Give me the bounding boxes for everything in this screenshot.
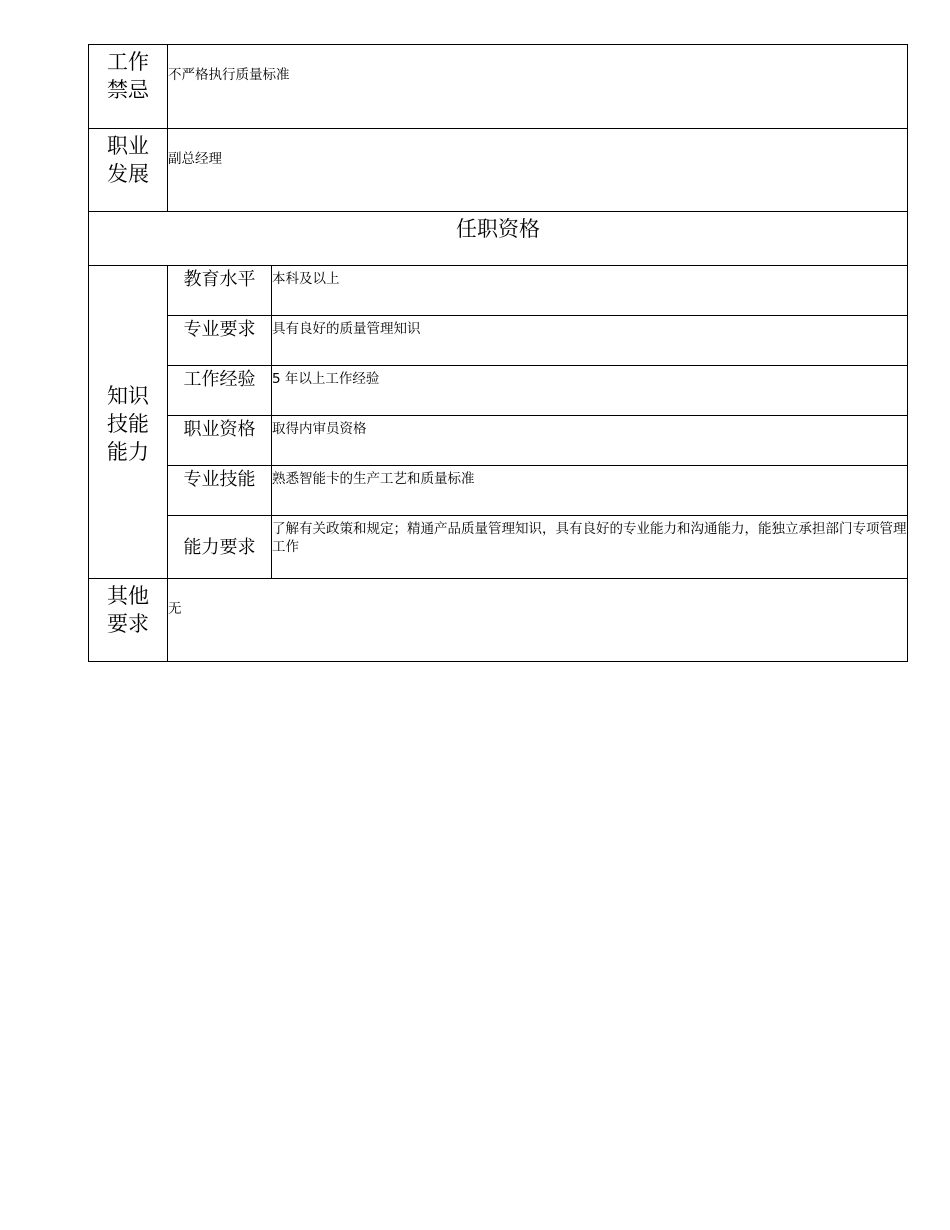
professional-qualification-value: 取得内审员资格 [272, 416, 908, 466]
qualification-row-certification [89, 416, 908, 466]
major-requirement-label: 专业要求 [168, 316, 272, 366]
professional-qualification-label: 职业资格 [168, 416, 272, 466]
ksa-label-line-2: 技能 [107, 411, 149, 436]
row-qualification-title [89, 212, 908, 266]
career-development-label-line-2: 发展 [107, 162, 149, 186]
ability-requirement-value: 了解有关政策和规定；精通产品质量管理知识，具有良好的专业能力和沟通能力，能独立承担部门专项管理工作 [272, 516, 908, 579]
job-description-table [88, 44, 908, 662]
career-development-label-line-1: 职业 [107, 134, 149, 158]
qualification-row-experience [89, 366, 908, 416]
ksa-label-line-3: 能力 [107, 439, 149, 464]
other-requirements-value: 无 [168, 579, 908, 662]
professional-skills-value: 熟悉智能卡的生产工艺和质量标准 [272, 466, 908, 516]
other-requirements-label-line-1: 其他 [107, 584, 149, 608]
row-work-taboo [89, 45, 908, 129]
knowledge-skill-ability-label [89, 266, 168, 579]
career-development-label [89, 129, 168, 212]
other-requirements-label-line-2: 要求 [107, 612, 149, 636]
professional-skills-label: 专业技能 [168, 466, 272, 516]
career-development-value: 副总经理 [168, 129, 908, 212]
work-taboo-label-line-2: 禁忌 [107, 78, 149, 102]
work-experience-label: 工作经验 [168, 366, 272, 416]
other-requirements-label [89, 579, 168, 662]
qualification-section-title: 任职资格 [89, 212, 908, 266]
work-taboo-value: 不严格执行质量标准 [168, 45, 908, 129]
ksa-label-line-1: 知识 [107, 383, 149, 408]
work-taboo-label-line-1: 工作 [107, 50, 149, 74]
row-other-requirements [89, 579, 908, 662]
qualification-row-major [89, 316, 908, 366]
major-requirement-value: 具有良好的质量管理知识 [272, 316, 908, 366]
work-experience-value: 5 年以上工作经验 [272, 366, 908, 416]
qualification-row-skills [89, 466, 908, 516]
work-taboo-label [89, 45, 168, 129]
education-level-value: 本科及以上 [272, 266, 908, 316]
qualification-row-education [89, 266, 908, 316]
row-career-development [89, 129, 908, 212]
education-level-label: 教育水平 [168, 266, 272, 316]
qualification-row-ability [89, 516, 908, 579]
ability-requirement-label: 能力要求 [168, 516, 272, 579]
